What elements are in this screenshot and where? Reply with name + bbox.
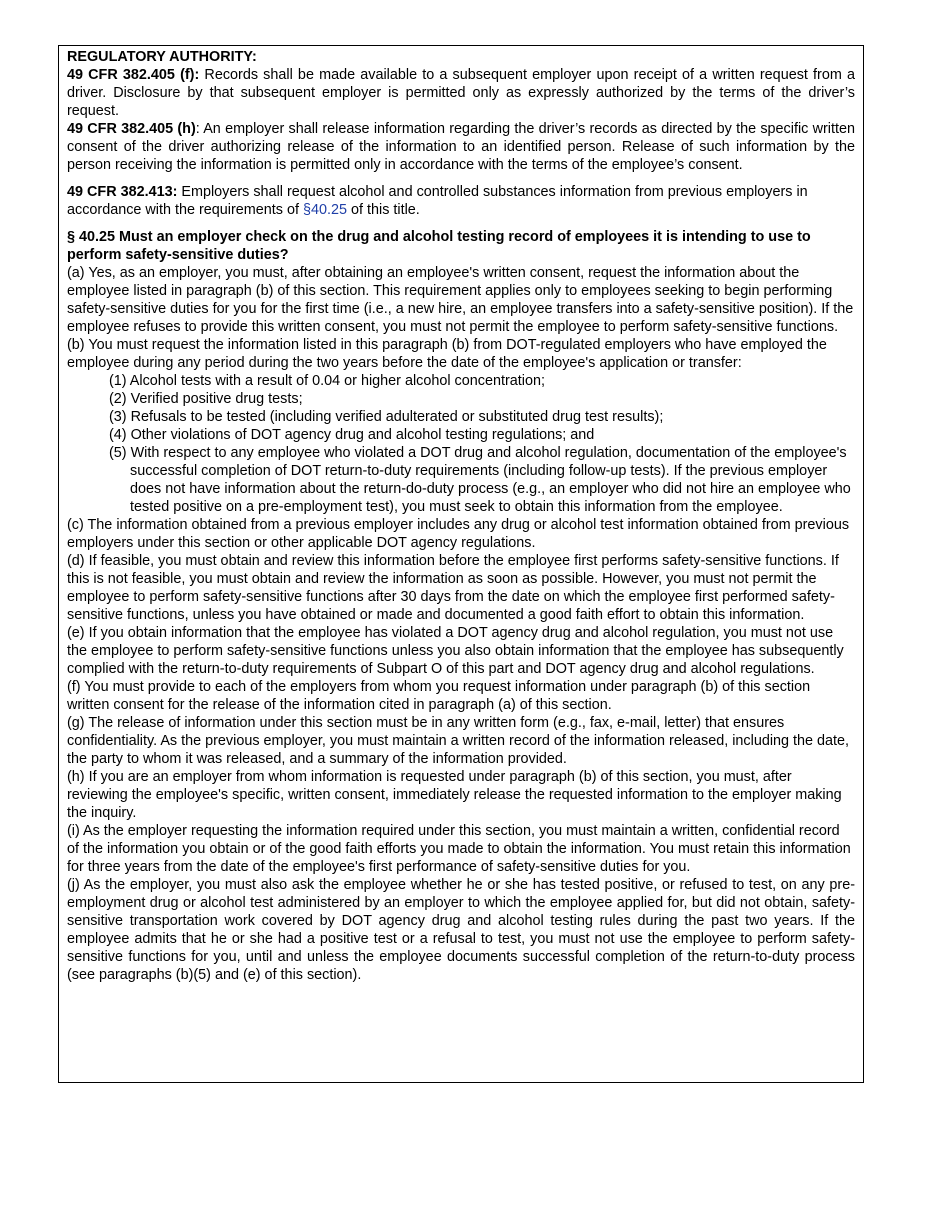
paragraph-g: (g) The release of information under this section must be in any written form (e.g., fax, e-mail, letter) that ensures confidentiality. As the previous employer, you must maintain a written record of the information released, including the date, the party to whom it was released, and a summary of the information provided. [67,715,850,767]
reg-382-413 [67,183,855,219]
reg-text: of this title. [347,202,420,218]
section-40-25-link[interactable]: §40.25 [302,202,347,218]
paragraph-b-list [67,372,855,516]
list-item: (1) Alcohol tests with a result of 0.04 or higher alcohol concentration; [109,373,545,389]
paragraph-b: (b) You must request the information listed in this paragraph (b) from DOT-regulated employers who have employed the employee during any period during the two years before the date of the employee's application or transfer: [67,337,827,371]
paragraph-h: (h) If you are an employer from whom information is requested under paragraph (b) of this section, you must, after reviewing the employee's specific, written consent, immediately release the requested information to the employer making the inquiry. [67,769,842,821]
reg-text: Employers shall request alcohol and controlled substances information from previous employers in accordance with the requirements of [67,184,808,218]
reg-382-405-h [67,120,855,174]
section-title: § 40.25 Must an employer check on the drug and alcohol testing record of employees it is intending to use to perform safety-sensitive duties? [67,229,811,263]
paragraph-d: (d) If feasible, you must obtain and review this information before the employee first performs safety-sensitive functions. If this is not feasible, you must obtain and review the information as soon as possible. However, you must not permit the employee to perform safety-sensitive functions after 30 days from the date on which the employee first performed safety-sensitive functions, unless you have obtained or made and documented a good faith effort to obtain this information. [67,553,839,623]
heading: REGULATORY AUTHORITY: [67,49,257,65]
list-item: (2) Verified positive drug tests; [109,391,303,407]
regulatory-authority-box [58,45,864,1083]
paragraph-c: (c) The information obtained from a previous employer includes any drug or alcohol test information obtained from previous employers under this section or other applicable DOT agency regulations. [67,517,850,551]
paragraph-i: (i) As the employer requesting the information required under this section, you must maintain a written, confidential record of the information you obtain or of the good faith efforts you made to obtain the information. You must retain this information for three years from the date of the employee's first performance of safety-sensitive duties for you. [67,823,851,875]
reg-cite: 49 CFR 382.405 (f): [67,67,200,83]
paragraph-e: (e) If you obtain information that the employee has violated a DOT agency drug and alcohol regulation, you must not use the employee to perform safety-sensitive functions unless you also obtain information that the employee has subsequently complied with the return-to-duty requirements of Subpart O of this part and DOT agency drug and alcohol regulations. [67,625,844,677]
reg-text: : An employer shall release information regarding the driver’s records as directed by the specific written consent of the driver authorizing release of the information to an identified person. Release of such information by the person receiving the information is permitted only in accordance with the terms of the employee’s consent. [67,121,855,173]
list-item: (3) Refusals to be tested (including verified adulterated or substituted drug test results); [109,409,664,425]
paragraph-a: (a) Yes, as an employer, you must, after obtaining an employee's written consent, request the information about the employee listed in paragraph (b) of this section. This requirement applies only to employees seeking to begin performing safety-sensitive duties for you for the first time (i.e., a new hire, an employee transfers into a safety-sensitive position). If the employee refuses to provide this written consent, you must not permit the employee to perform safety-sensitive functions. [67,265,854,335]
paragraph-f: (f) You must provide to each of the employers from whom you request information under paragraph (b) of this section written consent for the release of the information cited in paragraph (a) of this section. [67,679,811,713]
reg-382-405-f [67,66,855,120]
list-item: (4) Other violations of DOT agency drug and alcohol testing regulations; and [109,427,595,443]
reg-cite: 49 CFR 382.413: [67,184,178,200]
reg-text: Records shall be made available to a subsequent employer upon receipt of a written request from a driver. Disclosure by that subsequent employer is permitted only as expressly authorized by the terms of the driver’s request. [67,67,855,119]
reg-cite: 49 CFR 382.405 (h) [67,121,196,137]
paragraph-j: (j) As the employer, you must also ask the employee whether he or she has tested positive, or refused to test, on any pre-employment drug or alcohol test administered by an employer to which the employee applied for, but did not obtain, safety-sensitive transportation work covered by DOT agency drug and alcohol testing rules during the past two years. If the employee admits that he or she had a positive test or a refusal to test, you must not use the employee to perform safety-sensitive functions for you, until and unless the employee documents successful completion of the return-to-duty process (see paragraphs (b)(5) and (e) of this section). [67,877,855,983]
list-item: (5) With respect to any employee who violated a DOT drug and alcohol regulation, documentation of the employee's successful completion of DOT return-to-duty requirements (including follow-up tests). If the previous employer does not have information about the return-do-duty process (e.g., an employer who did not hire an employee who tested positive on a pre-employment test), you must seek to obtain this information from the employee. [109,445,851,515]
